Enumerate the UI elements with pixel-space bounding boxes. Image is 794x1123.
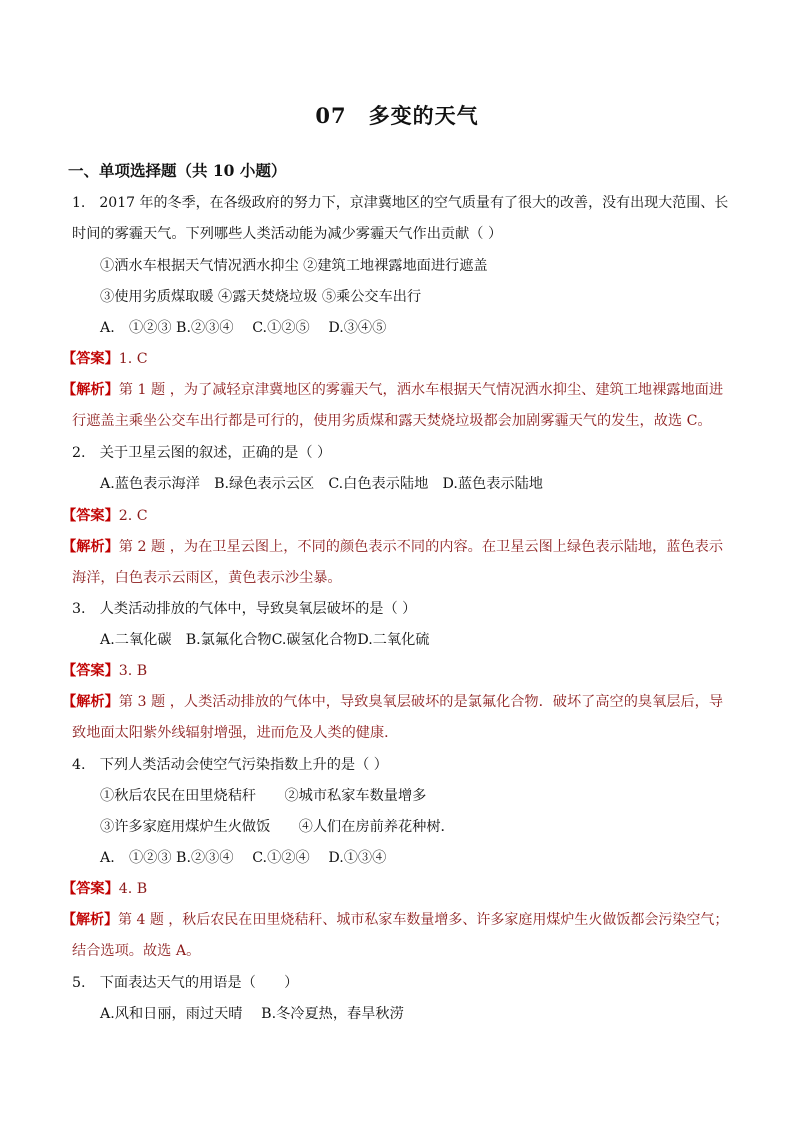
question-5-text: 5. 下面表达天气的用语是（ ） bbox=[72, 975, 299, 991]
question-4-options: A. ①②③ B.②③④ C.①②④ D.①③④ bbox=[100, 850, 387, 866]
answer-1 bbox=[62, 349, 148, 369]
analysis-text: 第 2 题 ，为在卫星云图上，不同的颜色表示不同的内容。在卫星云图上绿色表示陆地，蓝色表示 bbox=[118, 539, 724, 555]
answer-2 bbox=[62, 506, 148, 526]
question-1-text-cont: 时间的雾霾天气。下列哪些人类活动能为减少雾霾天气作出贡献（ ） bbox=[72, 226, 503, 242]
analysis-2-cont: 海洋，白色表示云雨区，黄色表示沙尘暴。 bbox=[72, 570, 342, 586]
answer-3 bbox=[62, 661, 147, 681]
analysis-tag: 【解析】 bbox=[62, 539, 119, 555]
analysis-text: 第 4 题 ，秋后农民在田里烧秸秆、城市私家车数量增多、许多家庭用煤炉生火做饭都会污染空气； bbox=[118, 912, 729, 928]
analysis-tag: 【解析】 bbox=[62, 694, 119, 710]
analysis-1 bbox=[62, 380, 723, 400]
analysis-text: 第 3 题 ，人类活动排放的气体中，导致臭氧层破坏的是氯氟化合物．破坏了高空的臭氧层后，导 bbox=[118, 694, 724, 710]
question-3-text: 3. 人类活动排放的气体中，导致臭氧层破坏的是（ ） bbox=[72, 601, 417, 617]
analysis-4-cont: 结合选项。故选 A。 bbox=[72, 943, 201, 959]
analysis-tag: 【解析】 bbox=[62, 912, 119, 928]
analysis-text: 第 1 题 ，为了减轻京津冀地区的雾霾天气，洒水车根据天气情况洒水抑尘、建筑工地裸露地面进 bbox=[118, 382, 724, 398]
section-heading: 一、单项选择题（共 10 小题） bbox=[68, 161, 287, 180]
answer-value: 4. B bbox=[118, 881, 148, 897]
analysis-3-cont: 致地面太阳紫外线辐射增强，进而危及人类的健康． bbox=[72, 725, 399, 741]
answer-4 bbox=[62, 879, 147, 899]
chapter-title: 多变的天气 bbox=[368, 103, 479, 128]
answer-tag: 【答案】 bbox=[62, 663, 119, 679]
question-1-text: 1. 2017 年的冬季，在各级政府的努力下，京津冀地区的空气质量有了很大的改善，没有出现大范围、长 bbox=[72, 195, 729, 211]
page-title bbox=[0, 100, 794, 130]
question-2-text: 2. 关于卫星云图的叙述，正确的是（ ） bbox=[72, 445, 332, 461]
analysis-3 bbox=[62, 692, 723, 712]
answer-tag: 【答案】 bbox=[62, 881, 119, 897]
chapter-number: 07 bbox=[315, 103, 347, 128]
analysis-tag: 【解析】 bbox=[62, 382, 119, 398]
answer-tag: 【答案】 bbox=[62, 508, 119, 524]
question-4-text: 4. 下列人类活动会使空气污染指数上升的是（ ） bbox=[72, 757, 388, 773]
answer-value: 3. B bbox=[118, 663, 148, 679]
analysis-1-cont: 行遮盖主乘坐公交车出行都是可行的，使用劣质煤和露天焚烧垃圾都会加剧雾霾天气的发生，故选 C。 bbox=[72, 413, 712, 429]
answer-tag: 【答案】 bbox=[62, 351, 119, 367]
question-1-items-a: ①洒水车根据天气情况洒水抑尘 ②建筑工地裸露地面进行遮盖 bbox=[100, 258, 488, 274]
answer-value: 1. C bbox=[118, 351, 148, 367]
question-1-options: A. ①②③ B.②③④ C.①②⑤ D.③④⑤ bbox=[100, 320, 387, 336]
analysis-4 bbox=[62, 910, 728, 930]
question-4-items-a: ①秋后农民在田里烧秸秆 ②城市私家车数量增多 bbox=[100, 788, 427, 804]
question-3-options: A.二氧化碳 B.氯氟化合物C.碳氢化合物D.二氧化硫 bbox=[100, 632, 430, 648]
question-1-items-b: ③使用劣质煤取暖 ④露天焚烧垃圾 ⑤乘公交车出行 bbox=[100, 289, 422, 305]
answer-value: 2. C bbox=[118, 508, 148, 524]
question-2-options: A.蓝色表示海洋 B.绿色表示云区 C.白色表示陆地 D.蓝色表示陆地 bbox=[100, 476, 543, 492]
question-4-items-b: ③许多家庭用煤炉生火做饭 ④人们在房前养花种树． bbox=[100, 819, 455, 835]
analysis-2 bbox=[62, 537, 723, 557]
question-5-options: A.风和日丽，雨过天晴 B.冬冷夏热，春旱秋涝 bbox=[100, 1006, 404, 1022]
